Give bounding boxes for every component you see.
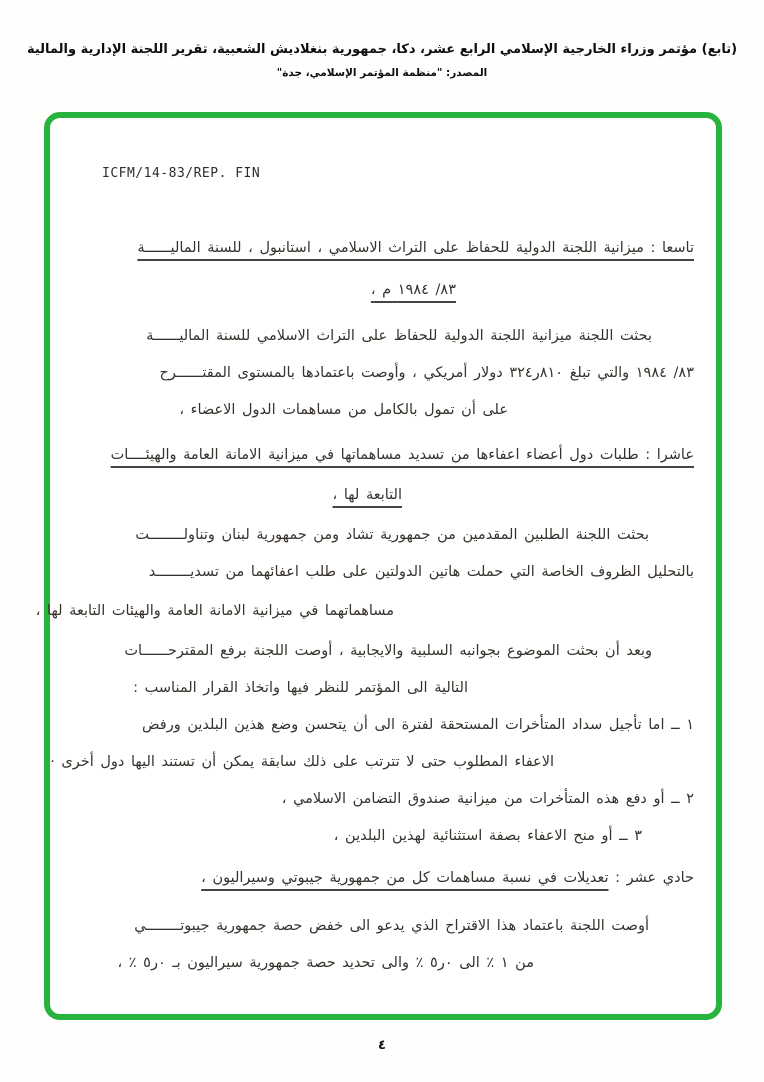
paragraph-budget-line3: على أن تمول بالكامل من مساهمات الدول الاعضاء ،: [179, 402, 508, 418]
document-body: [35, 230, 694, 982]
paragraph-proposals-line2: التالية الى المؤتمر للنظر فيها واتخاذ القرار المناسب :: [133, 680, 468, 696]
archive-header: [20, 42, 744, 79]
heading-tenth-exemption-requests: عاشرا : طلبات دول أعضاء اعفاءها من تسديد مساهماتها في ميزانية الامانة العامة والهيئــــات: [110, 447, 694, 463]
header-source: المصدر: "منظمة المؤتمر الإسلامي، جدة": [276, 67, 488, 79]
paragraph-budget-line1: بحثت اللجنة ميزانية اللجنة الدولية للحفاظ على التراث الاسلامي للسنة الماليــــــة: [146, 328, 652, 344]
paragraph-requests-line3: مساهماتهما في ميزانية الامانة العامة والهيئات التابعة لها ،: [35, 603, 394, 619]
heading-ninth-budget-heritage-committee: تاسعا : ميزانية اللجنة الدولية للحفاظ على التراث الاسلامي ، استانبول ، للسنة الماليــــــة: [137, 240, 694, 256]
heading-eleventh-contribution-adjustments: [68, 860, 694, 897]
heading-ninth-fiscal-year: ٨٣/ ١٩٨٤ م ،: [370, 282, 456, 298]
paragraph-budget-line2: ٨٣/ ١٩٨٤ والتي تبلغ ٨١٠ر٣٢٤ دولار أمريكي ، وأوصت باعتمادها بالمستوى المقتــــــرح: [159, 365, 694, 381]
reference-code: ICFM/14-83/REP. FIN: [102, 166, 261, 181]
paragraph-djibouti-line1: أوصت اللجنة باعتماد هذا الاقتراح الذي يدعو الى خفض حصة جمهورية جيبوتــــــــي: [134, 918, 649, 934]
paragraph-proposals-line1: وبعد أن بحثت الموضوع بجوانبه السلبية والايجابية ، أوصت اللجنة برفع المقترحــــــات: [124, 643, 652, 659]
paragraph-requests-line2: بالتحليل الظروف الخاصة التي حملت هاتين الدولتين على طلب اعفائهما من تسديــــــــد: [148, 564, 694, 580]
list-item-1-line2: الاعفاء المطلوب حتى لا تترتب على ذلك سابقة يمكن أن تستند اليها دول أخرى ·: [50, 754, 554, 770]
paragraph-djibouti-line2: من ١ ٪ الى ٠ر٥ ٪ والى تحديد حصة جمهورية سيراليون بـ ٠ر٥ ٪ ،: [117, 955, 534, 971]
scanned-document-frame: [35, 112, 722, 1020]
list-item-2: ٢ ــ أو دفع هذه المتأخرات من ميزانية صندوق التضامن الاسلامي ،: [281, 791, 694, 807]
heading-tenth-continuation: التابعة لها ،: [332, 487, 402, 503]
heading-eleventh-label: حادي عشر :: [608, 870, 694, 886]
list-item-3: ٣ ــ أو منح الاعفاء بصفة استثنائية لهذين البلدين ،: [333, 828, 642, 844]
list-item-1-line1: ١ ــ اما تأجيل سداد المتأخرات المستحقة لفترة الى أن يتحسن وضع هذين البلدين ورفض: [142, 717, 694, 733]
paragraph-requests-line1: بحثت اللجنة الطلبين المقدمين من جمهورية تشاد ومن جمهورية لبنان وتناولــــــــت: [135, 527, 649, 543]
header-conference-title: (تابع) مؤتمر وزراء الخارجية الإسلامي الرابع عشر، دكا، جمهورية بنغلاديش الشعبية، تقرير اللجنة الإدارية والمالية: [26, 42, 738, 57]
heading-eleventh-title: تعديلات في نسبة مساهمات كل من جمهورية جيبوتي وسيراليون ،: [201, 870, 609, 886]
page-number: ٤: [378, 1038, 386, 1053]
